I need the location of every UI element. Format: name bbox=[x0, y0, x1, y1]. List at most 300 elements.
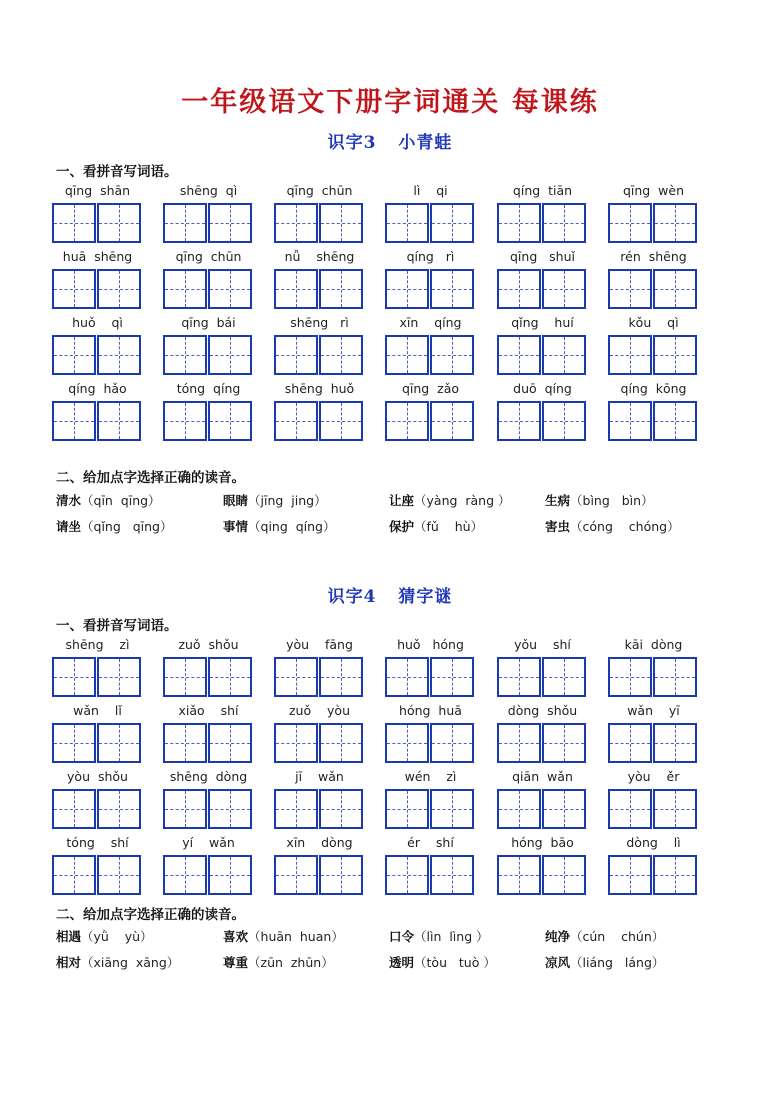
tian-zi-ge-box[interactable] bbox=[430, 657, 474, 697]
guide-line-vertical bbox=[296, 337, 297, 373]
tian-zi-ge-box[interactable] bbox=[274, 657, 318, 697]
choice-options[interactable]: （qǐng qīng） bbox=[81, 519, 173, 534]
tian-zi-ge-box[interactable] bbox=[542, 657, 586, 697]
guide-line-vertical bbox=[407, 791, 408, 827]
word-row bbox=[52, 183, 702, 245]
guide-line-vertical bbox=[564, 271, 565, 307]
guide-line-vertical bbox=[675, 337, 676, 373]
guide-line-vertical bbox=[74, 725, 75, 761]
lesson-number: 识字3 bbox=[327, 133, 377, 153]
pinyin-label: qīng wèn bbox=[622, 183, 685, 198]
pinyin-label: huǒ hóng bbox=[397, 637, 464, 652]
tian-zi-ge-box[interactable] bbox=[163, 789, 207, 829]
choice-word: 让座 bbox=[389, 493, 415, 508]
pinyin-label: qíng rì bbox=[406, 249, 455, 264]
lesson-title-shizi3 bbox=[0, 128, 780, 153]
choice-options[interactable]: （zūn zhūn） bbox=[248, 955, 334, 970]
tian-zi-ge-box[interactable] bbox=[653, 203, 697, 243]
word-cell bbox=[608, 703, 699, 765]
pinyin-label: qīng shān bbox=[64, 183, 131, 198]
tian-zi-ge-box[interactable] bbox=[385, 269, 429, 309]
tian-zi-ge-box[interactable] bbox=[542, 269, 586, 309]
tian-zi-ge-box[interactable] bbox=[608, 335, 652, 375]
guide-line-vertical bbox=[341, 725, 342, 761]
tian-zi-ge-box[interactable] bbox=[653, 789, 697, 829]
choice-item bbox=[389, 517, 483, 535]
pinyin-label: qīng zǎo bbox=[401, 381, 460, 396]
tian-zi-ge-box[interactable] bbox=[608, 401, 652, 441]
guide-line-vertical bbox=[407, 403, 408, 439]
word-cell bbox=[163, 381, 254, 443]
tian-zi-ge-box[interactable] bbox=[385, 203, 429, 243]
choice-word: 眼睛 bbox=[223, 493, 249, 508]
guide-line-vertical bbox=[119, 659, 120, 695]
word-row bbox=[52, 769, 702, 831]
tian-zi-ge-box[interactable] bbox=[163, 269, 207, 309]
pinyin-label: qiān wǎn bbox=[512, 769, 573, 784]
tian-zi-ge-box[interactable] bbox=[653, 657, 697, 697]
choice-options[interactable]: （qīn qīng） bbox=[81, 493, 161, 508]
choice-item bbox=[223, 927, 344, 945]
tian-zi-ge-box[interactable] bbox=[208, 723, 252, 763]
pinyin-label: qīng chūn bbox=[286, 183, 353, 198]
guide-line-vertical bbox=[630, 791, 631, 827]
guide-line-vertical bbox=[230, 403, 231, 439]
tian-zi-ge-box[interactable] bbox=[208, 269, 252, 309]
tian-zi-ge-box[interactable] bbox=[430, 789, 474, 829]
lesson-number: 识字4 bbox=[327, 587, 377, 607]
word-cell bbox=[274, 703, 365, 765]
word-cell bbox=[163, 769, 254, 831]
choice-item bbox=[389, 953, 496, 971]
tian-zi-ge-box[interactable] bbox=[208, 401, 252, 441]
word-cell bbox=[52, 315, 143, 377]
word-cell bbox=[497, 637, 588, 699]
word-cell bbox=[52, 835, 143, 897]
guide-line-vertical bbox=[564, 205, 565, 241]
guide-line-vertical bbox=[630, 725, 631, 761]
tian-zi-ge-box[interactable] bbox=[163, 723, 207, 763]
guide-line-vertical bbox=[74, 337, 75, 373]
tian-zi-ge-box[interactable] bbox=[608, 203, 652, 243]
word-row bbox=[52, 381, 702, 443]
tian-zi-ge-box[interactable] bbox=[274, 789, 318, 829]
tian-zi-ge-box[interactable] bbox=[542, 335, 586, 375]
tian-zi-ge-box[interactable] bbox=[542, 401, 586, 441]
tian-zi-ge-box[interactable] bbox=[319, 789, 363, 829]
pinyin-label: jī wǎn bbox=[295, 769, 344, 784]
lesson-name: 猜字谜 bbox=[398, 587, 453, 607]
choice-options[interactable]: （xiāng xāng） bbox=[81, 955, 180, 970]
tian-zi-ge-box[interactable] bbox=[608, 789, 652, 829]
word-cell bbox=[608, 249, 699, 311]
tian-zi-ge-box[interactable] bbox=[52, 203, 96, 243]
word-cell bbox=[274, 769, 365, 831]
word-cell bbox=[274, 637, 365, 699]
guide-line-vertical bbox=[296, 403, 297, 439]
guide-line-vertical bbox=[119, 403, 120, 439]
word-cell bbox=[385, 381, 476, 443]
tian-zi-ge-box[interactable] bbox=[274, 335, 318, 375]
guide-line-vertical bbox=[452, 337, 453, 373]
guide-line-vertical bbox=[675, 857, 676, 893]
guide-line-vertical bbox=[74, 403, 75, 439]
tian-zi-ge-box[interactable] bbox=[385, 723, 429, 763]
guide-line-vertical bbox=[630, 271, 631, 307]
word-cell bbox=[163, 703, 254, 765]
pinyin-label: qǐng huí bbox=[511, 315, 574, 330]
guide-line-vertical bbox=[230, 271, 231, 307]
tian-zi-ge-box[interactable] bbox=[319, 269, 363, 309]
pinyin-label: tóng shí bbox=[66, 835, 129, 850]
guide-line-vertical bbox=[296, 205, 297, 241]
word-cell bbox=[274, 183, 365, 245]
choice-item bbox=[223, 517, 336, 535]
tian-zi-ge-box[interactable] bbox=[208, 203, 252, 243]
pinyin-label: yí wǎn bbox=[182, 835, 235, 850]
guide-line-vertical bbox=[119, 725, 120, 761]
word-cell bbox=[608, 769, 699, 831]
tian-zi-ge-box[interactable] bbox=[497, 723, 541, 763]
guide-line-vertical bbox=[564, 659, 565, 695]
tian-zi-ge-box[interactable] bbox=[97, 789, 141, 829]
pinyin-label: xīn dòng bbox=[286, 835, 353, 850]
guide-line-vertical bbox=[452, 659, 453, 695]
pinyin-label: shēng huǒ bbox=[284, 381, 355, 396]
choice-item bbox=[223, 491, 327, 509]
choice-item bbox=[56, 927, 153, 945]
pinyin-label: wǎn yī bbox=[627, 703, 680, 718]
tian-zi-ge-box[interactable] bbox=[430, 335, 474, 375]
section-heading-choose-pronunciation: 二、给加点字选择正确的读音。 bbox=[56, 470, 245, 486]
guide-line-vertical bbox=[185, 403, 186, 439]
tian-zi-ge-box[interactable] bbox=[52, 401, 96, 441]
guide-line-vertical bbox=[630, 857, 631, 893]
tian-zi-ge-box[interactable] bbox=[208, 657, 252, 697]
guide-line-vertical bbox=[185, 725, 186, 761]
word-cell bbox=[52, 637, 143, 699]
guide-line-vertical bbox=[341, 791, 342, 827]
choice-options[interactable]: （jīng jing） bbox=[248, 493, 327, 508]
tian-zi-ge-box[interactable] bbox=[385, 855, 429, 895]
word-cell bbox=[497, 381, 588, 443]
guide-line-vertical bbox=[185, 271, 186, 307]
tian-zi-ge-box[interactable] bbox=[542, 855, 586, 895]
word-cell bbox=[608, 637, 699, 699]
tian-zi-ge-box[interactable] bbox=[208, 335, 252, 375]
choice-options[interactable]: （yàng ràng ） bbox=[414, 493, 511, 508]
tian-zi-ge-box[interactable] bbox=[274, 855, 318, 895]
tian-zi-ge-box[interactable] bbox=[163, 203, 207, 243]
choice-word: 害虫 bbox=[545, 519, 571, 534]
word-cell bbox=[608, 315, 699, 377]
guide-line-vertical bbox=[119, 337, 120, 373]
pinyin-label: zuǒ yòu bbox=[289, 703, 350, 718]
guide-line-vertical bbox=[341, 205, 342, 241]
choice-options[interactable]: （bìng bìn） bbox=[570, 493, 654, 508]
pinyin-label: qíng kōng bbox=[620, 381, 687, 396]
tian-zi-ge-box[interactable] bbox=[385, 335, 429, 375]
tian-zi-ge-box[interactable] bbox=[430, 401, 474, 441]
choice-options[interactable]: （cún chún） bbox=[570, 929, 665, 944]
section-heading-choose-pronunciation: 二、给加点字选择正确的读音。 bbox=[56, 907, 245, 923]
guide-line-vertical bbox=[185, 337, 186, 373]
tian-zi-ge-box[interactable] bbox=[52, 789, 96, 829]
choice-options[interactable]: （liáng láng） bbox=[570, 955, 665, 970]
word-cell bbox=[608, 835, 699, 897]
word-cell bbox=[52, 703, 143, 765]
guide-line-vertical bbox=[630, 205, 631, 241]
pinyin-label: shēng qì bbox=[179, 183, 238, 198]
guide-line-vertical bbox=[185, 205, 186, 241]
choice-options[interactable]: （yǜ yù） bbox=[81, 929, 153, 944]
tian-zi-ge-box[interactable] bbox=[653, 269, 697, 309]
choice-word: 清水 bbox=[56, 493, 82, 508]
word-row bbox=[52, 835, 702, 897]
pinyin-label: kāi dòng bbox=[624, 637, 683, 652]
tian-zi-ge-box[interactable] bbox=[608, 657, 652, 697]
guide-line-vertical bbox=[296, 271, 297, 307]
tian-zi-ge-box[interactable] bbox=[274, 203, 318, 243]
tian-zi-ge-box[interactable] bbox=[97, 203, 141, 243]
guide-line-vertical bbox=[74, 659, 75, 695]
tian-zi-ge-box[interactable] bbox=[653, 335, 697, 375]
choice-word: 纯净 bbox=[545, 929, 571, 944]
choice-row bbox=[56, 927, 736, 947]
guide-line-vertical bbox=[296, 725, 297, 761]
pinyin-label: wǎn lǐ bbox=[73, 703, 122, 718]
pinyin-label: hóng huā bbox=[399, 703, 462, 718]
choice-word: 口令 bbox=[389, 929, 415, 944]
section-heading-write-words: 一、看拼音写词语。 bbox=[56, 164, 178, 180]
guide-line-vertical bbox=[341, 857, 342, 893]
choice-word: 保护 bbox=[389, 519, 415, 534]
word-cell bbox=[385, 835, 476, 897]
guide-line-vertical bbox=[296, 791, 297, 827]
guide-line-vertical bbox=[230, 791, 231, 827]
tian-zi-ge-box[interactable] bbox=[274, 723, 318, 763]
guide-line-vertical bbox=[119, 791, 120, 827]
tian-zi-ge-box[interactable] bbox=[274, 401, 318, 441]
tian-zi-ge-box[interactable] bbox=[319, 657, 363, 697]
choice-options[interactable]: （qing qíng） bbox=[248, 519, 336, 534]
choice-word: 相遇 bbox=[56, 929, 82, 944]
choice-item bbox=[545, 953, 664, 971]
choice-word: 相对 bbox=[56, 955, 82, 970]
guide-line-vertical bbox=[407, 725, 408, 761]
choice-item bbox=[56, 517, 172, 535]
choice-word: 尊重 bbox=[223, 955, 249, 970]
tian-zi-ge-box[interactable] bbox=[319, 723, 363, 763]
choice-options[interactable]: （fǔ hù） bbox=[414, 519, 484, 534]
pinyin-label: kǒu qì bbox=[628, 315, 679, 330]
guide-line-vertical bbox=[74, 271, 75, 307]
word-cell bbox=[385, 183, 476, 245]
tian-zi-ge-box[interactable] bbox=[163, 401, 207, 441]
tian-zi-ge-box[interactable] bbox=[497, 657, 541, 697]
tian-zi-ge-box[interactable] bbox=[497, 401, 541, 441]
tian-zi-ge-box[interactable] bbox=[430, 723, 474, 763]
pinyin-label: dòng lì bbox=[626, 835, 681, 850]
choice-options[interactable]: （tòu tuò ） bbox=[414, 955, 496, 970]
pinyin-label: tóng qíng bbox=[176, 381, 241, 396]
lesson-name: 小青蛙 bbox=[398, 133, 453, 153]
choice-item bbox=[56, 953, 179, 971]
word-row bbox=[52, 315, 702, 377]
guide-line-vertical bbox=[452, 791, 453, 827]
word-cell bbox=[608, 381, 699, 443]
guide-line-vertical bbox=[74, 791, 75, 827]
guide-line-vertical bbox=[185, 791, 186, 827]
choice-word: 生病 bbox=[545, 493, 571, 508]
pinyin-label: yǒu shí bbox=[514, 637, 571, 652]
tian-zi-ge-box[interactable] bbox=[430, 855, 474, 895]
tian-zi-ge-box[interactable] bbox=[542, 789, 586, 829]
tian-zi-ge-box[interactable] bbox=[385, 657, 429, 697]
choice-options[interactable]: （lìn lìng ） bbox=[414, 929, 489, 944]
tian-zi-ge-box[interactable] bbox=[319, 855, 363, 895]
guide-line-vertical bbox=[630, 403, 631, 439]
pinyin-label: zuǒ shǒu bbox=[178, 637, 239, 652]
tian-zi-ge-box[interactable] bbox=[385, 789, 429, 829]
tian-zi-ge-box[interactable] bbox=[52, 855, 96, 895]
choice-item bbox=[389, 491, 511, 509]
tian-zi-ge-box[interactable] bbox=[208, 855, 252, 895]
choice-options[interactable]: （cóng chóng） bbox=[570, 519, 680, 534]
pinyin-label: xiǎo shí bbox=[178, 703, 239, 718]
tian-zi-ge-box[interactable] bbox=[497, 789, 541, 829]
tian-zi-ge-box[interactable] bbox=[608, 269, 652, 309]
tian-zi-ge-box[interactable] bbox=[97, 401, 141, 441]
pinyin-label: qīng bái bbox=[181, 315, 236, 330]
guide-line-vertical bbox=[452, 271, 453, 307]
tian-zi-ge-box[interactable] bbox=[208, 789, 252, 829]
pinyin-label: shēng dòng bbox=[169, 769, 248, 784]
tian-zi-ge-box[interactable] bbox=[52, 335, 96, 375]
tian-zi-ge-box[interactable] bbox=[497, 269, 541, 309]
pinyin-label: dòng shǒu bbox=[507, 703, 578, 718]
guide-line-vertical bbox=[452, 205, 453, 241]
guide-line-vertical bbox=[519, 857, 520, 893]
tian-zi-ge-box[interactable] bbox=[163, 855, 207, 895]
word-cell bbox=[274, 249, 365, 311]
choice-item bbox=[389, 927, 489, 945]
word-cell bbox=[274, 835, 365, 897]
word-cell bbox=[385, 703, 476, 765]
pinyin-label: xīn qíng bbox=[399, 315, 462, 330]
lesson-title-shizi4 bbox=[0, 582, 780, 607]
tian-zi-ge-box[interactable] bbox=[274, 269, 318, 309]
tian-zi-ge-box[interactable] bbox=[97, 723, 141, 763]
tian-zi-ge-box[interactable] bbox=[385, 401, 429, 441]
pinyin-label: hóng bāo bbox=[511, 835, 574, 850]
guide-line-vertical bbox=[230, 857, 231, 893]
tian-zi-ge-box[interactable] bbox=[497, 335, 541, 375]
tian-zi-ge-box[interactable] bbox=[608, 723, 652, 763]
choice-options[interactable]: （huān huan） bbox=[248, 929, 344, 944]
tian-zi-ge-box[interactable] bbox=[52, 657, 96, 697]
tian-zi-ge-box[interactable] bbox=[52, 723, 96, 763]
tian-zi-ge-box[interactable] bbox=[542, 723, 586, 763]
tian-zi-ge-box[interactable] bbox=[542, 203, 586, 243]
tian-zi-ge-box[interactable] bbox=[97, 335, 141, 375]
guide-line-vertical bbox=[675, 271, 676, 307]
guide-line-vertical bbox=[675, 659, 676, 695]
pinyin-label: qíng hǎo bbox=[68, 381, 127, 396]
word-cell bbox=[385, 637, 476, 699]
tian-zi-ge-box[interactable] bbox=[52, 269, 96, 309]
guide-line-vertical bbox=[341, 403, 342, 439]
choice-row bbox=[56, 953, 736, 973]
pinyin-label: huā shēng bbox=[62, 249, 133, 264]
pinyin-label: duō qíng bbox=[513, 381, 572, 396]
guide-line-vertical bbox=[675, 725, 676, 761]
guide-line-vertical bbox=[74, 205, 75, 241]
guide-line-vertical bbox=[452, 725, 453, 761]
choice-item bbox=[545, 517, 680, 535]
guide-line-vertical bbox=[519, 205, 520, 241]
tian-zi-ge-box[interactable] bbox=[608, 855, 652, 895]
guide-line-vertical bbox=[230, 337, 231, 373]
guide-line-vertical bbox=[630, 337, 631, 373]
pinyin-label: qíng tiān bbox=[512, 183, 573, 198]
tian-zi-ge-box[interactable] bbox=[319, 203, 363, 243]
tian-zi-ge-box[interactable] bbox=[653, 855, 697, 895]
guide-line-vertical bbox=[519, 403, 520, 439]
tian-zi-ge-box[interactable] bbox=[653, 723, 697, 763]
choice-word: 请坐 bbox=[56, 519, 82, 534]
guide-line-vertical bbox=[296, 857, 297, 893]
tian-zi-ge-box[interactable] bbox=[97, 855, 141, 895]
guide-line-vertical bbox=[74, 857, 75, 893]
tian-zi-ge-box[interactable] bbox=[163, 335, 207, 375]
guide-line-vertical bbox=[407, 659, 408, 695]
tian-zi-ge-box[interactable] bbox=[97, 269, 141, 309]
word-cell bbox=[52, 249, 143, 311]
guide-line-vertical bbox=[296, 659, 297, 695]
choice-row bbox=[56, 491, 736, 511]
tian-zi-ge-box[interactable] bbox=[319, 335, 363, 375]
word-cell bbox=[497, 315, 588, 377]
guide-line-vertical bbox=[675, 403, 676, 439]
guide-line-vertical bbox=[341, 337, 342, 373]
guide-line-vertical bbox=[564, 337, 565, 373]
guide-line-vertical bbox=[230, 659, 231, 695]
tian-zi-ge-box[interactable] bbox=[497, 203, 541, 243]
pinyin-label: qīng shuǐ bbox=[509, 249, 575, 264]
word-cell bbox=[163, 249, 254, 311]
guide-line-vertical bbox=[119, 857, 120, 893]
guide-line-vertical bbox=[119, 205, 120, 241]
tian-zi-ge-box[interactable] bbox=[497, 855, 541, 895]
tian-zi-ge-box[interactable] bbox=[430, 203, 474, 243]
choice-item bbox=[223, 953, 334, 971]
tian-zi-ge-box[interactable] bbox=[653, 401, 697, 441]
tian-zi-ge-box[interactable] bbox=[430, 269, 474, 309]
guide-line-vertical bbox=[185, 857, 186, 893]
choice-item bbox=[56, 491, 161, 509]
word-cell bbox=[274, 381, 365, 443]
guide-line-vertical bbox=[230, 725, 231, 761]
page-title: 一年级语文下册字词通关 每课练 bbox=[181, 87, 599, 118]
tian-zi-ge-box[interactable] bbox=[97, 657, 141, 697]
tian-zi-ge-box[interactable] bbox=[319, 401, 363, 441]
tian-zi-ge-box[interactable] bbox=[163, 657, 207, 697]
word-cell bbox=[497, 703, 588, 765]
word-cell bbox=[497, 249, 588, 311]
guide-line-vertical bbox=[519, 659, 520, 695]
guide-line-vertical bbox=[341, 659, 342, 695]
